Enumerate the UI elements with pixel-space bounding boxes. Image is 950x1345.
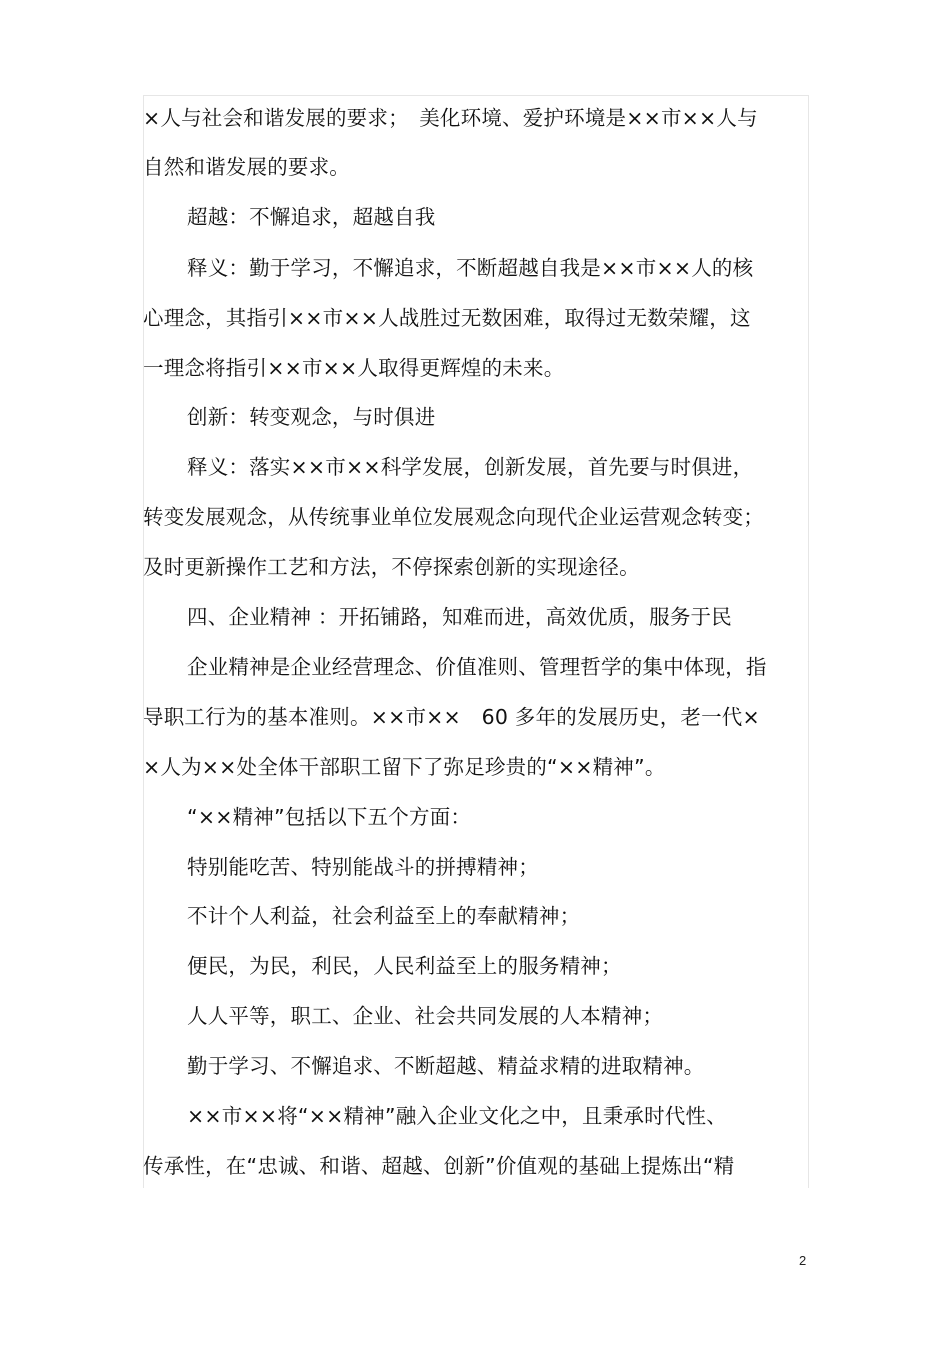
text-line: ×人与社会和谐发展的要求； 美化环境、爱护环境是××市××人与 [143,106,758,130]
text-line: 传承性，在“忠诚、和谐、超越、创新”价值观的基础上提炼出“精 [143,1154,735,1178]
text-line: 释义：落实××市××科学发展，创新发展，首先要与时俱进， [187,455,754,479]
text-line: 释义：勤于学习，不懈追求，不断超越自我是××市××人的核 [187,256,754,280]
text-line: 及时更新操作工艺和方法，不停探索创新的实现途径。 [143,555,640,579]
text-line: 自然和谐发展的要求。 [143,155,350,179]
text-line: 超越：不懈追求，超越自我 [187,205,436,229]
text-line: ×人为××处全体干部职工留下了弥足珍贵的“××精神”。 [143,755,666,779]
text-line: “××精神”包括以下五个方面： [187,805,472,829]
page-number: 2 [799,1253,807,1268]
section-heading: 四、企业精神 ：开拓铺路，知难而进，高效优质，服务于民 [187,605,732,629]
text-line: 导职工行为的基本准则。××市×× 60 多年的发展历史，老一代× [143,705,760,729]
text-line: ××市××将“××精神”融入企业文化之中，且秉承时代性、 [187,1104,727,1128]
list-item: 不计个人利益，社会利益至上的奉献精神； [187,904,581,928]
list-item: 特别能吃苦、特别能战斗的拼搏精神； [187,855,539,879]
text-line: 创新：转变观念，与时俱进 [187,405,436,429]
text-line: 心理念，其指引××市××人战胜过无数困难，取得过无数荣耀，这 [143,306,751,330]
text-line: 企业精神是企业经营理念、价值准则、管理哲学的集中体现，指 [187,655,767,679]
text-line: 转变发展观念，从传统事业单位发展观念向现代企业运营观念转变； [143,505,764,529]
text-line: 一理念将指引××市××人取得更辉煌的未来。 [143,356,565,380]
list-item: 便民，为民，利民，人民利益至上的服务精神； [187,954,622,978]
list-item: 人人平等，职工、企业、社会共同发展的人本精神； [187,1004,664,1028]
list-item: 勤于学习、不懈追求、不断超越、精益求精的进取精神。 [187,1054,705,1078]
